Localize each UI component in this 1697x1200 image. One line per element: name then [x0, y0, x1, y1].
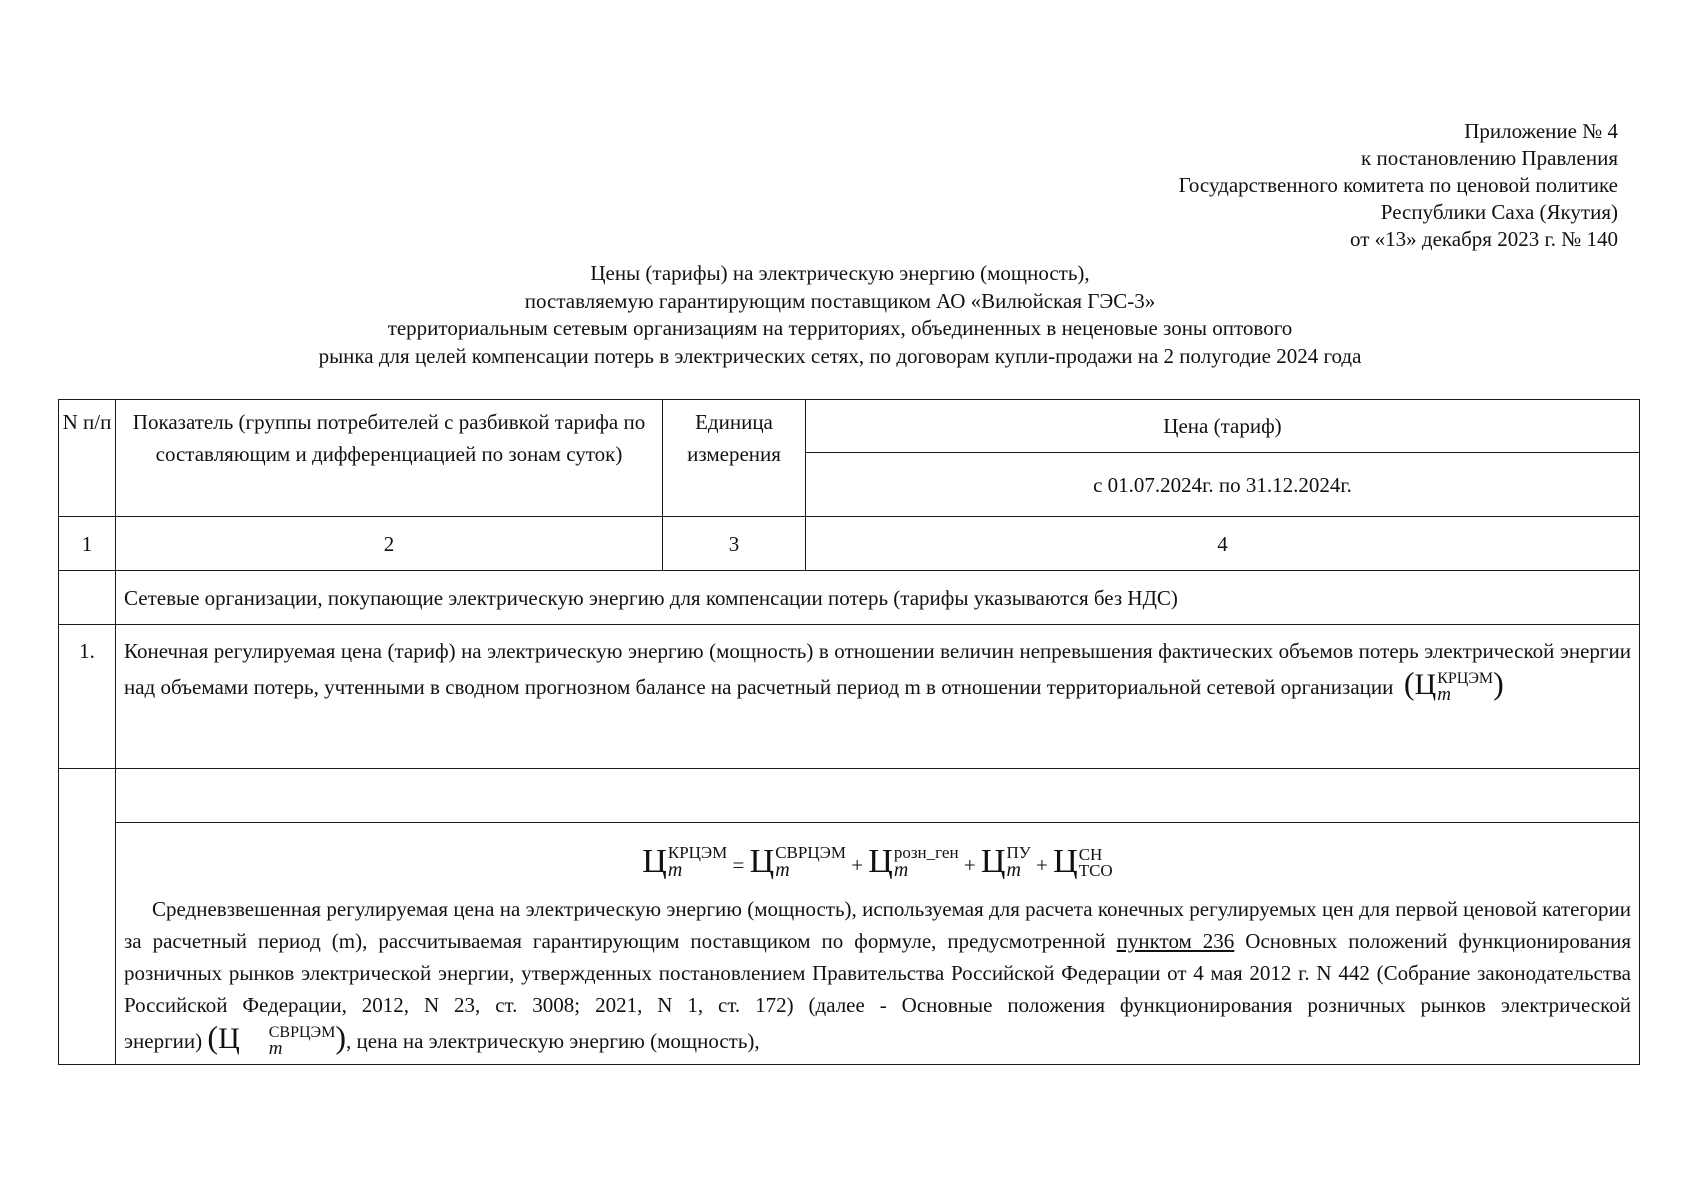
- column-number: 3: [663, 517, 806, 571]
- formula-sup-sn: СН: [1078, 844, 1103, 864]
- formula-description-cell: [116, 823, 1640, 1065]
- title-line: Цены (тарифы) на электрическую энергию (мощность),: [590, 261, 1090, 285]
- column-number: 1: [59, 517, 116, 571]
- row-description-text: Конечная регулируемая цена (тариф) на электрическую энергию (мощность) в отношении величин непревышения фактических объемов потерь электрической энергии над объемами потерь, учтенными в сводном прогнозном балансе на расчетный период m в отношении территориальной сетевой организации: [124, 639, 1631, 699]
- formula-sub-m: m: [775, 859, 790, 881]
- formula-equals: =: [732, 853, 745, 877]
- appendix-line: от «13» декабря 2023 г. № 140: [1350, 227, 1618, 251]
- header-num: [59, 400, 116, 517]
- header-price-label: Цена (тариф): [1163, 414, 1282, 438]
- appendix-line: Республики Саха (Якутия): [1380, 200, 1618, 224]
- description-part1: Средневзвешенная регулируемая цена на электрическую энергию (мощность), используемая для расчета конечных регулируемых цен для первой ценовой категории за расчетный период (m), рассчитываемая гарантирующим поставщиком по формуле, предусмотренной: [124, 897, 1631, 953]
- header-price: [806, 400, 1640, 453]
- header-period-label: с 01.07.2024г. по 31.12.2024г.: [1093, 472, 1352, 497]
- header-unit-label: Единица измерения: [687, 410, 781, 466]
- close-paren: ): [1493, 665, 1504, 701]
- open-paren: (: [1403, 665, 1415, 701]
- header-unit: [663, 400, 806, 517]
- formula-sup-svrcem: СВРЦЭМ: [775, 842, 846, 862]
- description-paragraph: [124, 893, 1631, 1062]
- formula-plus: +: [1036, 853, 1048, 877]
- formula-sub-m: m: [1006, 859, 1021, 881]
- formula-plus: +: [851, 853, 864, 877]
- formula-base: Ц: [980, 843, 1006, 880]
- column-number: 2: [116, 517, 663, 571]
- header-num-label: N п/п: [62, 410, 112, 434]
- formula-sup-krcem: КРЦЭМ: [1437, 669, 1494, 687]
- formula-sub-m: m: [667, 859, 683, 881]
- open-paren: (: [207, 1019, 219, 1055]
- header-period: [806, 453, 1640, 517]
- section-title: Сетевые организации, покупающие электрическую энергию для компенсации потерь (тарифы указываются без НДС): [116, 571, 1640, 625]
- formula-sub-m: m: [1437, 684, 1451, 705]
- formula-base: Ц: [1053, 843, 1078, 880]
- row-description: [116, 625, 1640, 769]
- formula-base: Ц: [868, 843, 893, 880]
- appendix-header: [900, 118, 1618, 253]
- formula-sub-m: m: [268, 1038, 283, 1059]
- column-number: 4: [806, 517, 1640, 571]
- main-formula: [124, 823, 1631, 893]
- merged-num-cell: [59, 769, 116, 1065]
- title-line: поставляемую гарантирующим поставщиком АО «Вилюйская ГЭС-3»: [524, 288, 1156, 313]
- formula-base: Ц: [642, 843, 667, 880]
- formula-base: Ц: [749, 843, 775, 880]
- title-line: рынка для целей компенсации потерь в электрических сетях, по договорам купли-продажи на 2 полугодие 2024 года: [318, 343, 1362, 368]
- law-link[interactable]: пунктом 236: [1116, 929, 1235, 953]
- formula-sup-svrcem: СВРЦЭМ: [268, 1023, 336, 1041]
- formula-krcem-inline: [1403, 665, 1504, 705]
- section-num-cell: [59, 571, 116, 625]
- formula-base: Ц: [1414, 668, 1437, 701]
- appendix-line: к постановлению Правления: [1361, 146, 1618, 170]
- formula-base: Ц: [218, 1022, 240, 1055]
- description-part2: Основных положений функционирования розничных рынков электрической энергии, утвержденных постановлением Правительства Российской Федерации от 4 мая 2012 г. N 442 (Собрание законодательства Российской Федерации, 2012, N 23, ст. 3008; 2021, N 1, ст. 172) (далее - Основные положения функционирования розничных рынков электрической энергии): [124, 929, 1631, 1053]
- formula-sup-krcem: КРЦЭМ: [667, 842, 728, 862]
- formula-sup-rozn-gen: розн_ген: [893, 842, 959, 862]
- header-indicator-label: Показатель (группы потребителей с разбивкой тарифа по составляющим и дифференциацией по зонам суток): [132, 410, 646, 466]
- formula-sup-pu: ПУ: [1006, 842, 1031, 862]
- description-part3: , цена на электрическую энергию (мощность),: [345, 1029, 760, 1053]
- document-title: [150, 260, 1530, 370]
- header-indicator: [116, 400, 663, 517]
- close-paren: ): [335, 1019, 346, 1055]
- formula-sub-tso: ТСО: [1078, 861, 1113, 880]
- row-number: 1.: [59, 625, 116, 769]
- empty-value-cell: [116, 769, 1640, 823]
- title-line: территориальным сетевым организациям на территориях, объединенных в неценовые зоны оптового: [387, 316, 1293, 340]
- appendix-line: Государственного комитета по ценовой политике: [1178, 173, 1618, 197]
- tariff-table: [58, 399, 1640, 1065]
- formula-sub-m: m: [893, 859, 909, 881]
- appendix-line: Приложение № 4: [1464, 119, 1618, 143]
- formula-svrcem-inline: [207, 1019, 346, 1059]
- formula-plus: +: [963, 853, 976, 877]
